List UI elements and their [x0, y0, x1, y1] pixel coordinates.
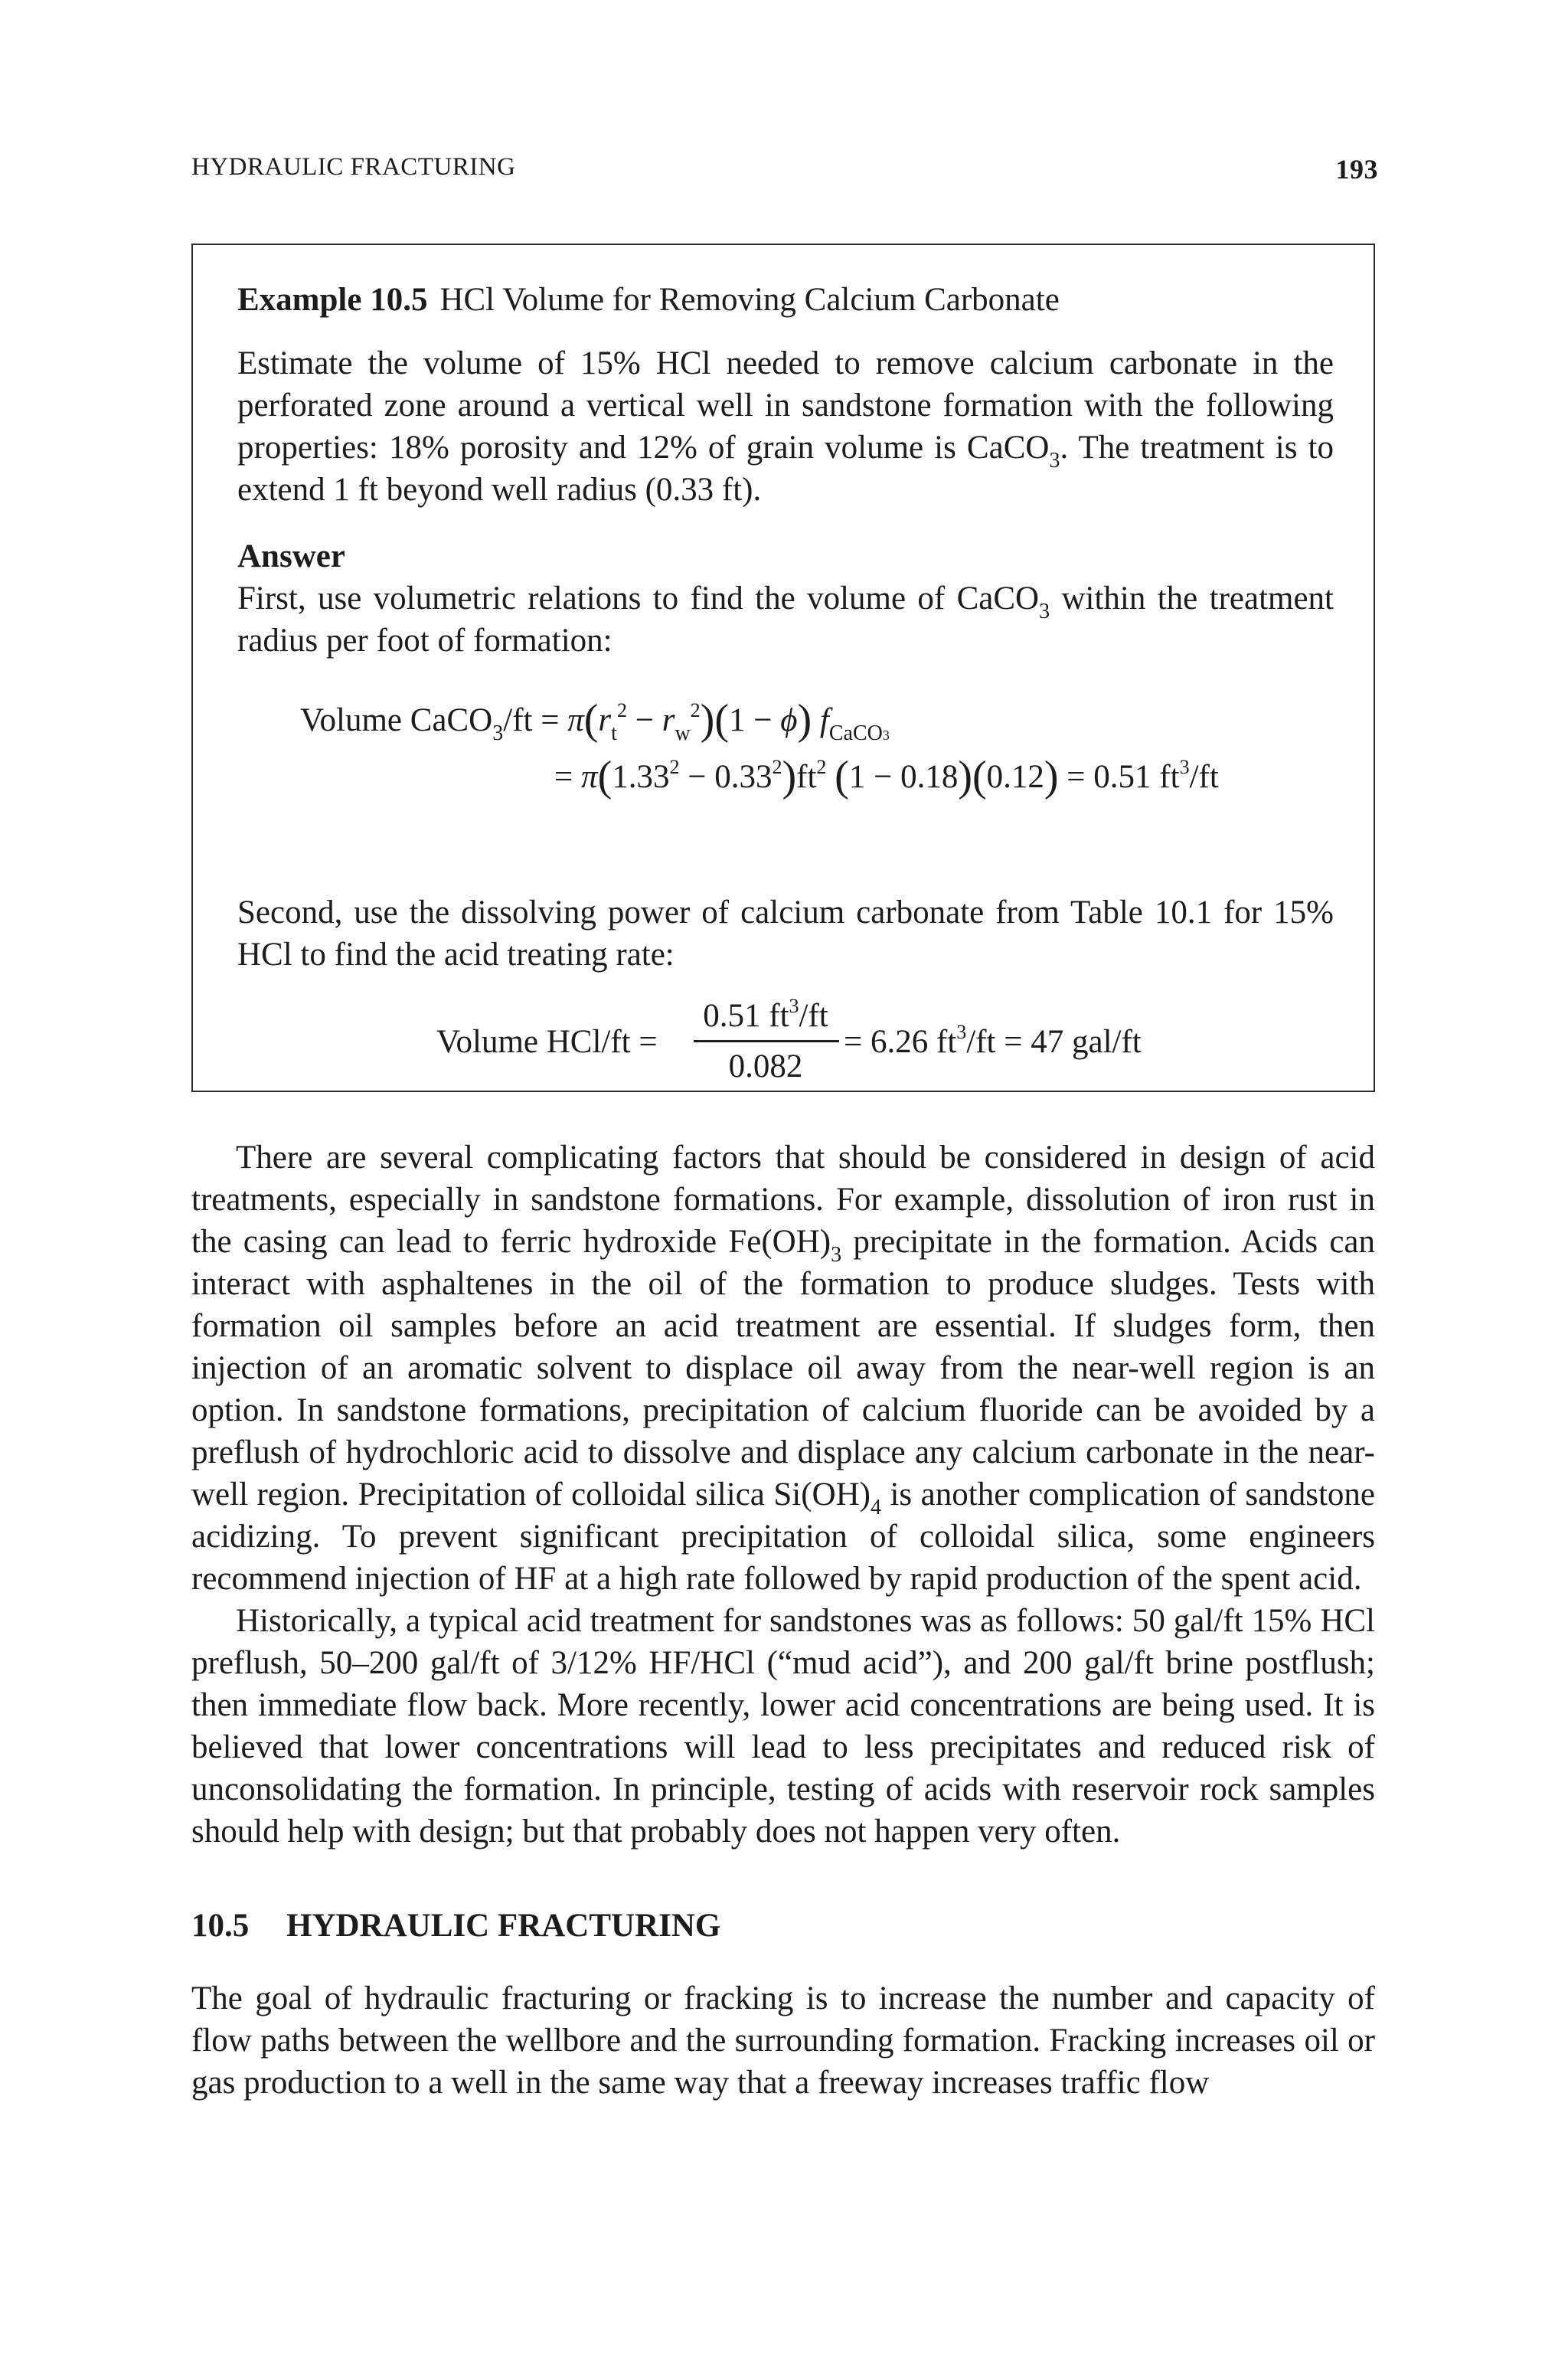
problem-text-end: . The treatment is to extend 1 ft beyond well radius (0.33 ft).: [237, 430, 1334, 508]
volume-caco3-equation: [237, 695, 1334, 864]
second-step: Second, use the dissolving power of calcium carbonate from Table 10.1 for 15% HCl to find the acid treating rate:: [237, 895, 1334, 973]
equation-line-2: = $\pi(1.33^2 - 0.33^2)ft^2$ (1 − 0.18)(0.12) = 0.51 $ft^3/ft$: [554, 753, 1219, 800]
equation-lhs: Volume HCl/ft =: [436, 1024, 658, 1060]
running-header: [191, 153, 1378, 191]
page-number: 193: [1335, 154, 1378, 185]
example-problem: [237, 342, 1334, 511]
text: is another complication of sandstone acidizing. To prevent significant precipitation of colloidal silica, some engineers recommend injection of HF at a high rate followed by rapid production of the spent acid.: [191, 1477, 1375, 1597]
subscript: 3: [1039, 600, 1050, 623]
example-label: Example 10.5: [237, 282, 428, 318]
fraction-bar: [694, 1040, 839, 1042]
answer-text-end: within the treatment radius per foot of formation:: [237, 581, 1334, 659]
example-title: [237, 279, 1334, 321]
subscript: 3: [831, 1243, 842, 1267]
problem-text: Estimate the volume of 15% HCl needed to remove calcium carbonate in the perforated zone around a vertical well in sandstone formation with the following properties: 18% porosity and 12% of grain volume is CaCO: [237, 345, 1334, 466]
fraction-numerator: 0.51 $ft^3/ft$: [703, 995, 828, 1034]
fraction-denominator: 0.082: [728, 1048, 803, 1084]
subscript: 4: [870, 1496, 881, 1519]
equation-line-1: Volume CaCO$_3$/ft = $\pi(r_t^2 - r_w^2)(1 - \phi)$ $f_{CaCO3}$: [300, 696, 890, 745]
paragraph-1: [191, 1137, 1375, 1600]
example-content: [237, 279, 1334, 1104]
volume-hcl-equation: [237, 997, 1334, 1104]
equation-rhs: = 6.26 $ft^3/ft = 47$ gal/ft: [844, 1021, 1142, 1060]
answer-heading: Answer: [237, 538, 345, 574]
text: There are several complicating factors that should be considered in design of acid treatments, especially in sandstone formations. For example, dissolution of iron rust in the casing can lead to ferric hydroxide Fe(OH): [191, 1140, 1375, 1260]
answer-intro: [237, 577, 1334, 662]
example-box: [191, 244, 1375, 1092]
paragraph-2: Historically, a typical acid treatment for sandstones was as follows: 50 gal/ft 15% HCl preflush, 50–200 gal/ft of 3/12% HF/HCl (“mud acid”), and 200 gal/ft brine postflush; then immediate flow back. More recently, lower acid concentrations are being used. It is believed that lower concentrations will lead to less precipitates and reduced risk of unconsolidating the formation. In principle, testing of acids with reservoir rock samples should help with design; but that probably does not happen very often.: [191, 1603, 1375, 1850]
example-title-text: HCl Volume for Removing Calcium Carbonate: [439, 282, 1060, 318]
section-heading: [191, 1905, 1375, 1947]
body-text: [191, 1137, 1375, 2104]
running-title: HYDRAULIC FRACTURING: [191, 153, 516, 181]
answer-text: First, use volumetric relations to find the volume of CaCO: [237, 581, 1040, 617]
text: precipitate in the formation. Acids can interact with asphaltenes in the oil of the formation to produce sludges. Tests with formation oil samples before an acid treatment are essential. If sludges form, then injection of an aromatic solvent to displace oil away from the near-well region is an option. In sandstone formations, precipitation of calcium fluoride can be avoided by a preflush of hydrochloric acid to dissolve and displace any calcium carbonate in the near-well region. Precipitation of colloidal silica Si(OH): [191, 1224, 1375, 1513]
section-number: 10.5: [191, 1908, 250, 1944]
subscript: 3: [1049, 449, 1060, 473]
section-title: HYDRAULIC FRACTURING: [286, 1908, 721, 1944]
paragraph-3: The goal of hydraulic fracturing or fracking is to increase the number and capacity of flow paths between the wellbore and the surrounding formation. Fracking increases oil or gas production to a well in the same way that a freeway increases traffic flow: [191, 1980, 1375, 2101]
